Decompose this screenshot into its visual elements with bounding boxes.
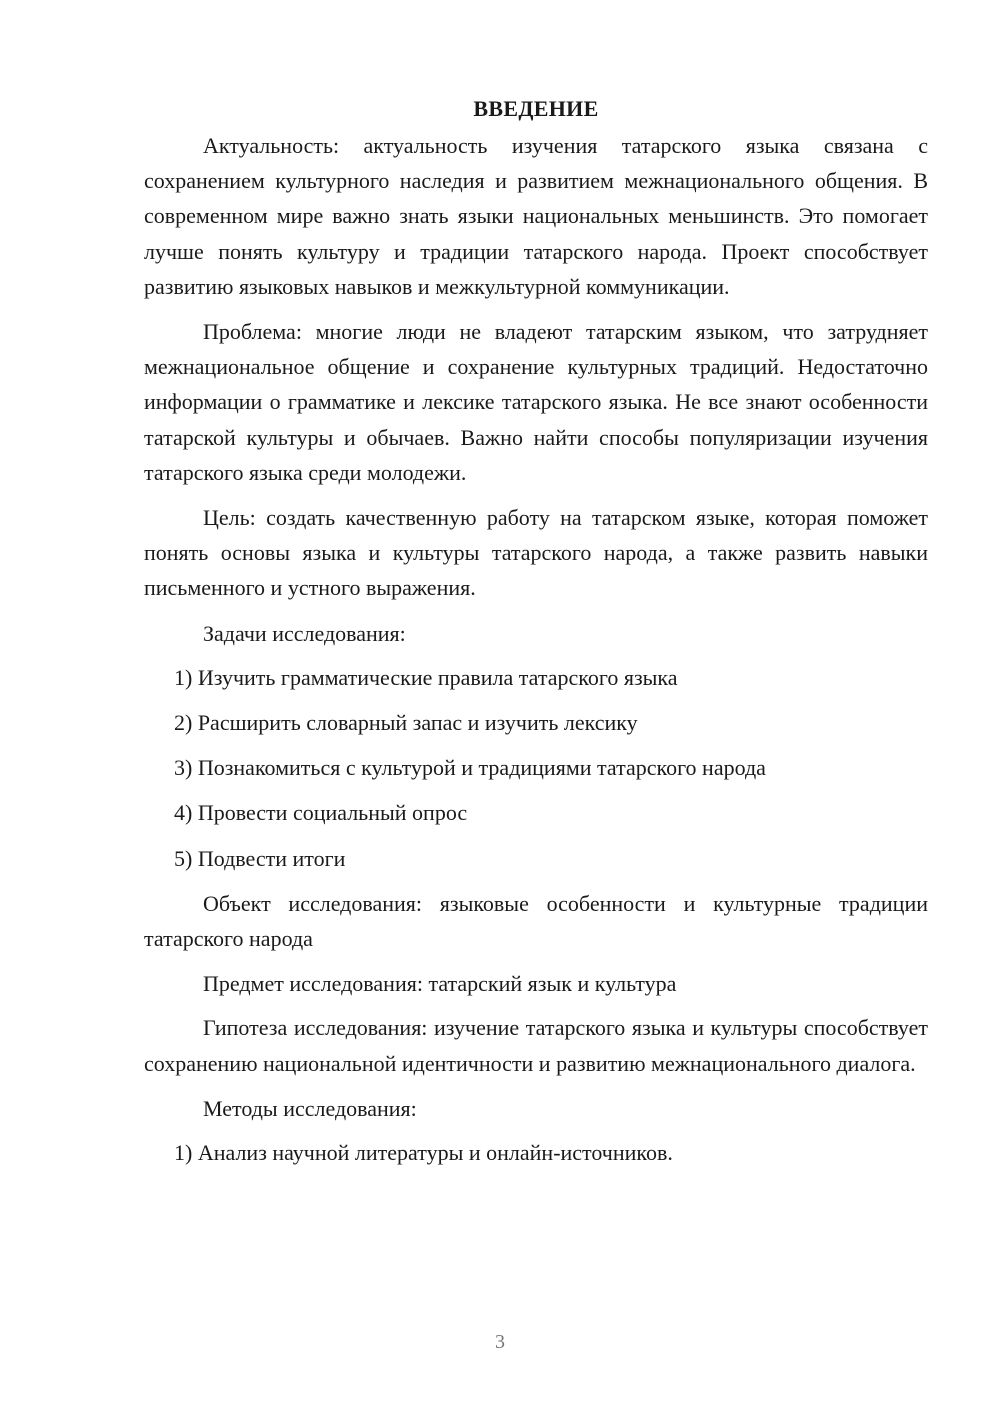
- page-number: 3: [495, 1331, 505, 1353]
- methods-list: [144, 1135, 928, 1170]
- object-paragraph: Объект исследования: языковые особенности и культурные традиции татарского народа: [144, 890, 928, 952]
- list-item: 1) Изучить грамматические правила татарского языка: [174, 664, 678, 690]
- subject-paragraph: Предмет исследования: татарский язык и культура: [203, 971, 677, 997]
- document-page: [144, 92, 928, 1180]
- list-item: 4) Провести социальный опрос: [174, 800, 468, 826]
- methods-heading: Методы исследования:: [203, 1095, 417, 1121]
- list-item: 2) Расширить словарный запас и изучить лексику: [174, 710, 638, 736]
- relevance-paragraph: Актуальность: актуальность изучения татарского языка связана с сохранением культурного наследия и развитием межнационального общения. В современном мире важно знать языки национальных меньшинств. Это помогает лучше понять культуру и традиции татарского народа. Проект способствует развитию языковых навыков и межкультурной коммуникации.: [144, 133, 928, 299]
- tasks-list: [144, 660, 928, 876]
- list-item: 1) Анализ научной литературы и онлайн-источников.: [174, 1140, 673, 1166]
- goal-paragraph: Цель: создать качественную работу на татарском языке, которая поможет понять основы языка и культуры татарского народа, а также развить навыки письменного и устного выражения.: [144, 505, 928, 601]
- tasks-heading: Задачи исследования:: [203, 620, 406, 646]
- section-title: ВВЕДЕНИЕ: [473, 96, 599, 121]
- problem-paragraph: Проблема: многие люди не владеют татарским языком, что затрудняет межнациональное общение и сохранение культурных традиций. Недостаточно информации о грамматике и лексике татарского языка. Не все знают особенности татарской культуры и обычаев. Важно найти способы популяризации изучения татарского языка среди молодежи.: [144, 319, 928, 485]
- list-item: 5) Подвести итоги: [174, 845, 346, 871]
- list-item: 3) Познакомиться с культурой и традициями татарского народа: [174, 755, 766, 781]
- hypothesis-paragraph: Гипотеза исследования: изучение татарского языка и культуры способствует сохранению национальной идентичности и развитию межнационального диалога.: [144, 1015, 928, 1076]
